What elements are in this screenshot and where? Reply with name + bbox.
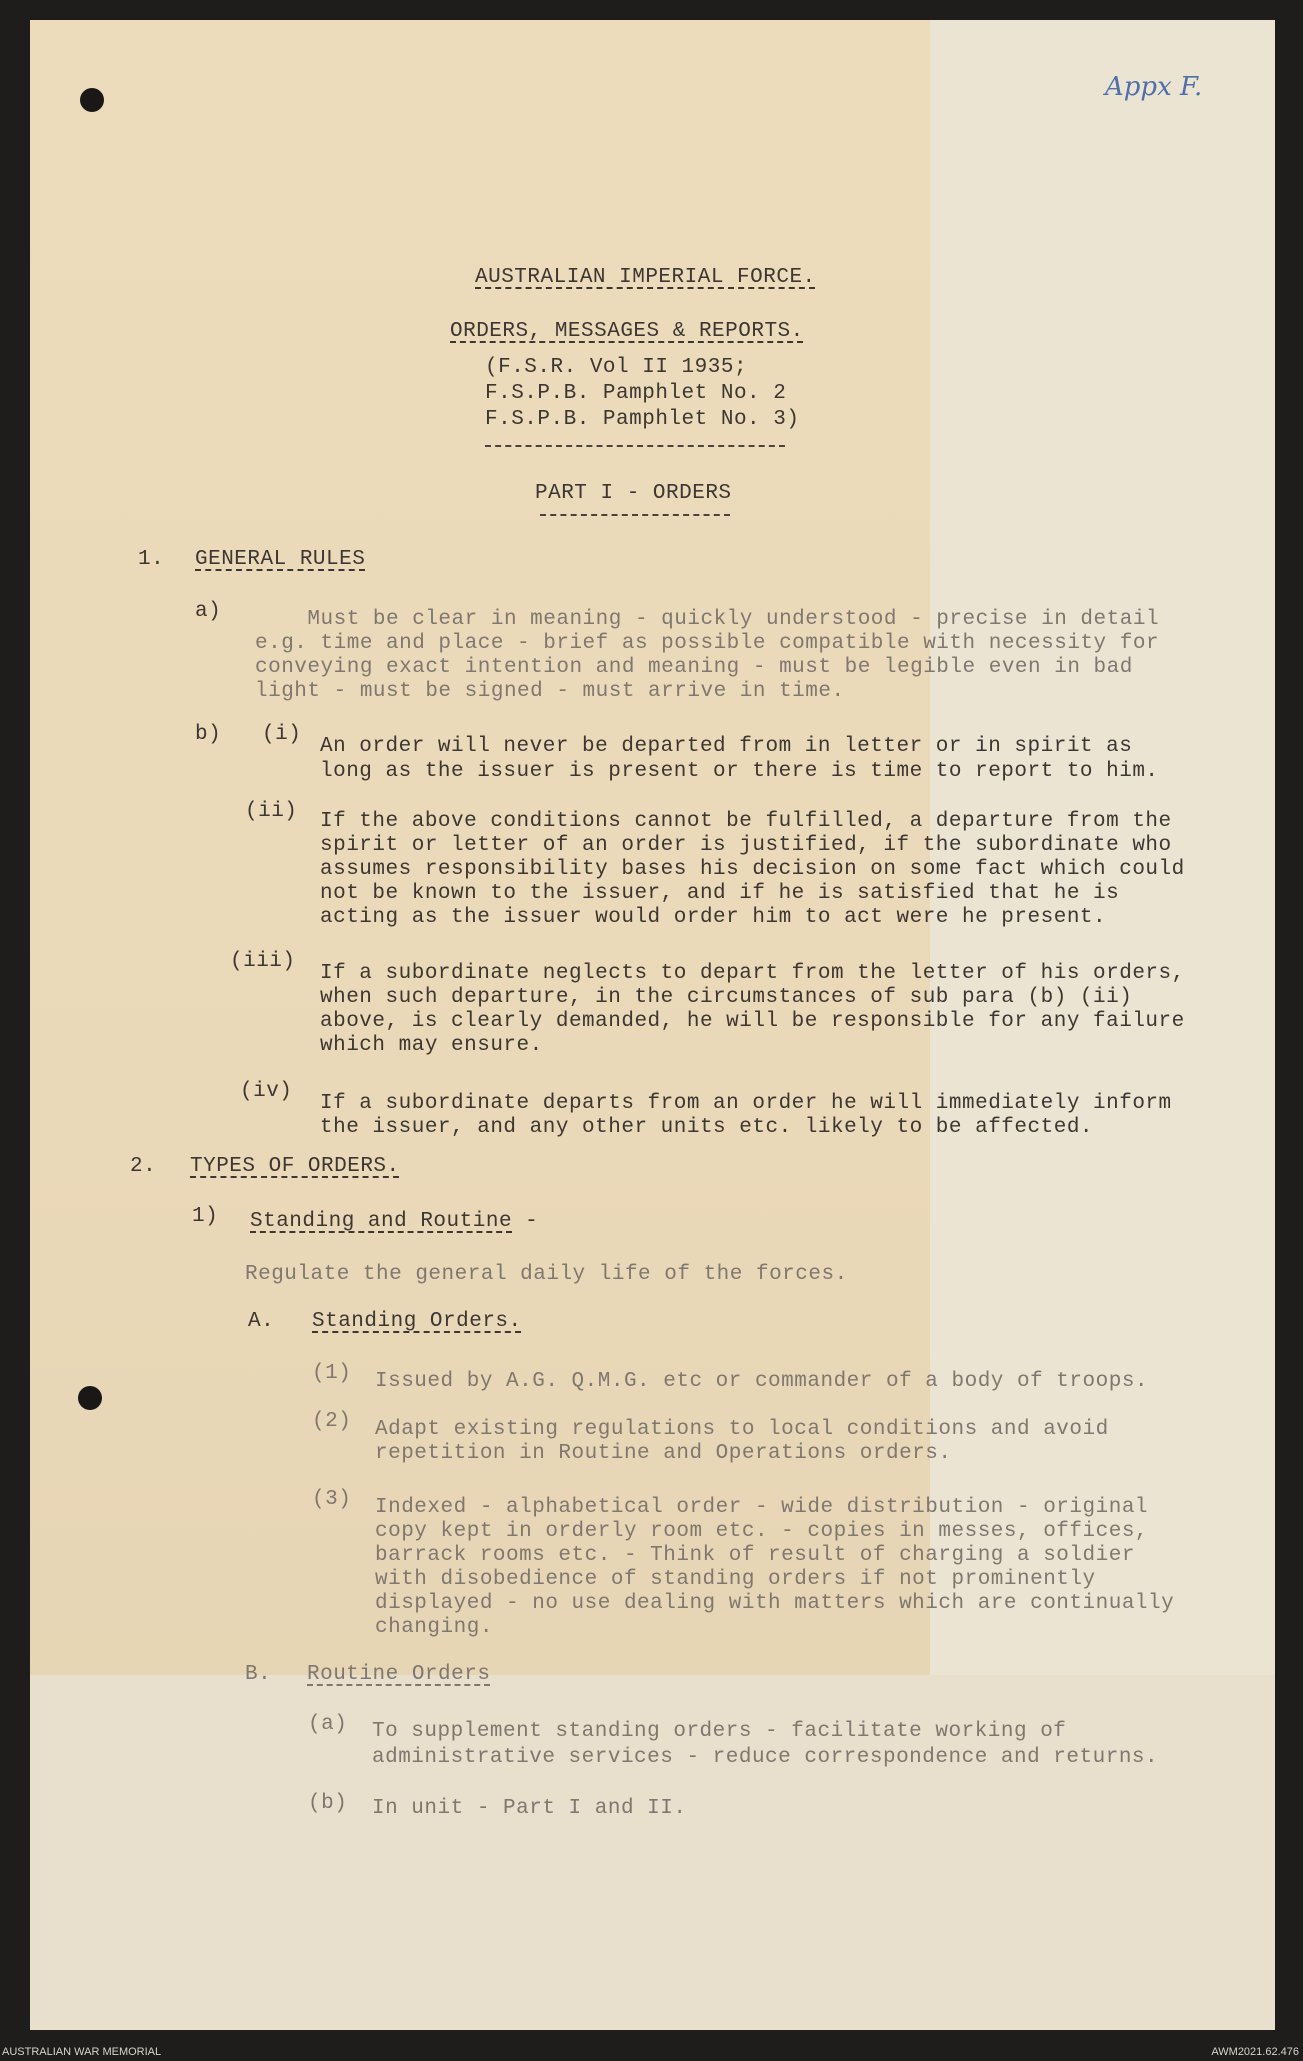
para-line: Indexed - alphabetical order - wide distribution - original (375, 1496, 1149, 1519)
subpara-label: (iv) (240, 1080, 293, 1103)
punch-hole (78, 1386, 102, 1410)
para-line: If the above conditions cannot be fulfilled, a departure from the (320, 810, 1172, 833)
para-line: long as the issuer is present or there is time to report to him. (320, 760, 1159, 783)
para-line: displayed - no use dealing with matters which are continually (375, 1592, 1175, 1615)
para-line: assumes responsibility bases his decision on some fact which could (320, 858, 1185, 881)
item-heading-dash: - (512, 1210, 539, 1233)
item-label: A. (248, 1310, 275, 1333)
handwritten-annotation: Appx F. (1105, 72, 1203, 102)
item-description: Regulate the general daily life of the forces. (245, 1263, 848, 1286)
subpara-label: (a) (308, 1713, 348, 1736)
footer-accession: AWM2021.62.476 (1211, 2046, 1299, 2058)
section-number: 2. (130, 1155, 157, 1178)
item-heading: Routine Orders (307, 1663, 491, 1686)
para-line: repetition in Routine and Operations orders. (375, 1442, 952, 1465)
part-rule (540, 514, 730, 516)
subpara-label: (iii) (230, 950, 296, 973)
subpara-label: (i) (262, 723, 302, 746)
header-rule (485, 445, 785, 447)
document-subtitle: ORDERS, MESSAGES & REPORTS. (450, 320, 804, 343)
section-heading: TYPES OF ORDERS. (190, 1155, 400, 1178)
para-line: barrack rooms etc. - Think of result of charging a soldier (375, 1544, 1135, 1567)
para-line: copy kept in orderly room etc. - copies in messes, offices, (375, 1520, 1149, 1543)
para-line: To supplement standing orders - facilitate working of (372, 1720, 1067, 1743)
para-line: acting as the issuer would order him to act were he present. (320, 906, 1107, 929)
para-line: with disobedience of standing orders if not prominently (375, 1568, 1096, 1591)
para-line: Issued by A.G. Q.M.G. etc or commander of a body of troops. (375, 1370, 1149, 1393)
section-number: 1. (138, 548, 165, 571)
item-heading: Standing and Routine (250, 1210, 513, 1233)
part-heading: PART I - ORDERS (535, 482, 732, 505)
reference-line: F.S.P.B. Pamphlet No. 3) (485, 408, 800, 431)
subpara-label: (1) (312, 1362, 352, 1385)
para-line: the issuer, and any other units etc. likely to be affected. (320, 1116, 1094, 1139)
item-label: B. (245, 1663, 272, 1686)
para-line: changing. (375, 1616, 493, 1639)
punch-hole (80, 88, 104, 112)
para-line: when such departure, in the circumstances of sub para (b) (ii) (320, 986, 1133, 1009)
para-label: b) (195, 723, 222, 746)
para-line: spirit or letter of an order is justified, if the subordinate who (320, 834, 1172, 857)
footer-source: AUSTRALIAN WAR MEMORIAL (2, 2046, 162, 2058)
subpara-label: (ii) (245, 800, 298, 823)
para-line: Must be clear in meaning - quickly understood - precise in detail (255, 608, 1160, 631)
para-line: e.g. time and place - brief as possible compatible with necessity for (255, 632, 1160, 655)
para-line: above, is clearly demanded, he will be responsible for any failure (320, 1010, 1185, 1033)
para-line: which may ensure. (320, 1034, 543, 1057)
para-line: administrative services - reduce correspondence and returns. (372, 1746, 1159, 1769)
item-label: 1) (192, 1205, 219, 1228)
section-heading: GENERAL RULES (195, 548, 366, 571)
para-line: conveying exact intention and meaning - must be legible even in bad (255, 656, 1133, 679)
subpara-label: (b) (308, 1792, 348, 1815)
para-line: If a subordinate neglects to depart from the letter of his orders, (320, 962, 1185, 985)
para-line: In unit - Part I and II. (372, 1797, 687, 1820)
item-heading: Standing Orders. (312, 1310, 522, 1333)
reference-line: F.S.P.B. Pamphlet No. 2 (485, 382, 787, 405)
para-line: If a subordinate departs from an order he will immediately inform (320, 1092, 1172, 1115)
para-label: a) (195, 600, 222, 623)
para-line: not be known to the issuer, and if he is satisfied that he is (320, 882, 1120, 905)
para-line: Adapt existing regulations to local conditions and avoid (375, 1418, 1109, 1441)
subpara-label: (2) (312, 1410, 352, 1433)
para-line: An order will never be departed from in letter or in spirit as (320, 735, 1133, 758)
subpara-label: (3) (312, 1488, 352, 1511)
para-line: light - must be signed - must arrive in time. (255, 680, 845, 703)
item-heading-row (250, 1210, 538, 1233)
reference-line: (F.S.R. Vol II 1935; (485, 356, 748, 379)
document-title: AUSTRALIAN IMPERIAL FORCE. (475, 266, 816, 289)
